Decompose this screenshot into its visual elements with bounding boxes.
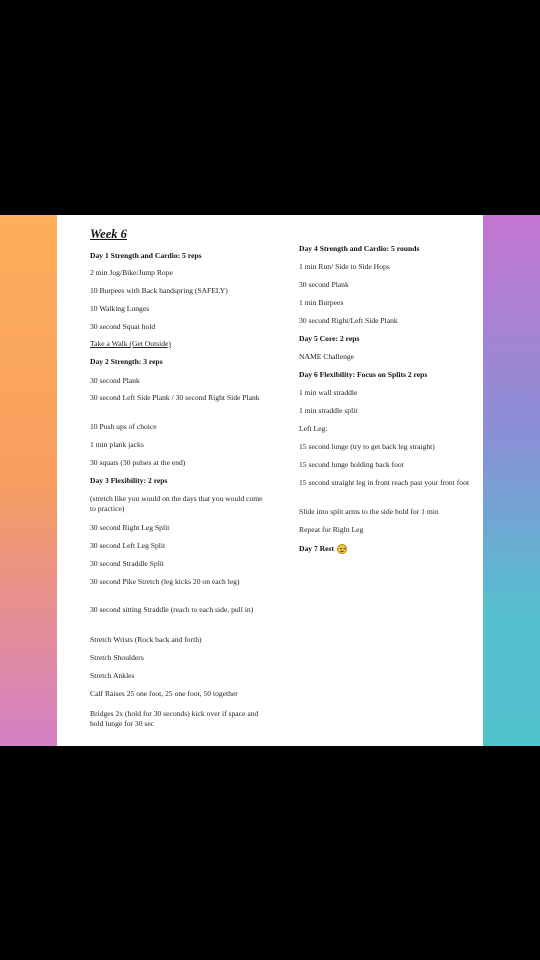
right-gradient-border [483,215,540,746]
day-heading [90,476,265,486]
exercise-item [299,424,479,434]
exercise-item [90,605,265,615]
exercise-text: 1 min Run/ Side to Side Hops [299,262,390,271]
exercise-text: 1 min plank jacks [90,440,144,449]
smiley-emoji-icon [337,544,347,554]
exercise-text: 1 min straddle split [299,406,358,415]
day-heading-text: Day 3 Flexibility: 2 reps [90,476,168,485]
exercise-item [90,559,265,569]
exercise-item [299,525,479,535]
day-heading [299,544,479,554]
exercise-item [90,709,265,729]
day-heading-text: Day 6 Flexibility: Focus on Splits 2 reps [299,370,428,379]
exercise-item [90,376,265,386]
day-heading [299,334,479,344]
exercise-item [90,523,265,533]
exercise-text: 30 second Plank [299,280,349,289]
exercise-text: Slide into split arms to the side hold for 1 min [299,507,439,516]
exercise-item [299,262,479,272]
week-title: Week 6 [90,227,127,241]
exercise-text: 15 second lunge (try to get back leg straight) [299,442,435,451]
day-heading-text: Day 4 Strength and Cardio: 5 rounds [299,244,420,253]
exercise-text: 15 second lunge holding back foot [299,460,404,469]
exercise-item [90,689,265,699]
exercise-item [90,541,265,551]
workout-document [57,215,483,746]
exercise-item [299,388,479,398]
exercise-item [90,422,265,432]
exercise-item [299,316,479,326]
day-heading [299,244,479,254]
exercise-item [90,440,265,450]
exercise-item [299,442,479,452]
exercise-item [90,671,265,681]
exercise-text: 30 second Right Leg Split [90,523,170,532]
exercise-text: Stretch Shoulders [90,653,144,662]
exercise-text: 10 Push ups of choice [90,422,157,431]
exercise-text: 30 second Pike Stretch (leg kicks 20 on each leg) [90,577,240,586]
exercise-item [299,352,479,362]
exercise-text: Bridges 2x (hold for 30 seconds) kick over if space and hold lunge for 30 sec [90,709,259,728]
exercise-text: 1 min Burpees [299,298,344,307]
exercise-text: Repeat for Right Leg [299,525,364,534]
exercise-text: 30 second Straddle Split [90,559,165,568]
exercise-text: 30 second Squat hold [90,322,156,331]
exercise-item [299,507,479,517]
exercise-item [90,577,265,587]
exercise-item [299,460,479,470]
day-heading [90,251,265,261]
exercise-item [299,406,479,416]
exercise-text: 30 squats (30 pulses at the end) [90,458,186,467]
exercise-text: (stretch like you would on the days that you would come to practice) [90,494,263,513]
exercise-item [90,494,265,514]
exercise-text: Take a Walk (Get Outside) [90,339,171,348]
exercise-text: 30 second Right/Left Side Plank [299,316,398,325]
exercise-text: 30 second Left Side Plank / 30 second Right Side Plank [90,393,260,402]
day-heading-text: Day 5 Core: 2 reps [299,334,360,343]
exercise-text: Left Leg: [299,424,328,433]
exercise-item [90,635,265,645]
exercise-text: 10 Burpees with Back handspring (SAFELY) [90,286,228,295]
exercise-text: 30 second Plank [90,376,140,385]
exercise-text: 10 Walking Lunges [90,304,150,313]
exercise-item [90,339,265,349]
exercise-text: Stretch Wrists (Rock back and forth) [90,635,202,644]
exercise-item [299,280,479,290]
exercise-item [90,458,265,468]
exercise-text: Calf Raises 25 one foot, 25 one foot, 50 together [90,689,238,698]
exercise-item [90,286,265,296]
day-heading-text: Day 7 Rest [299,544,335,553]
day-heading-text: Day 2 Strength: 3 reps [90,357,163,366]
exercise-item [299,298,479,308]
exercise-item [299,478,479,488]
exercise-item [90,653,265,663]
exercise-item [90,393,265,403]
day-heading-text: Day 1 Strength and Cardio: 5 reps [90,251,202,260]
exercise-item [90,304,265,314]
day-heading [90,357,265,367]
exercise-text: 2 min Jog/Bike/Jump Rope [90,268,173,277]
exercise-text: Stretch Ankles [90,671,135,680]
exercise-text: 15 second straight leg in front reach past your front foot [299,478,469,487]
left-gradient-border [0,215,57,746]
exercise-text: 30 second sitting Straddle (reach to each side, pull in) [90,605,254,614]
exercise-text: 30 second Left Leg Split [90,541,166,550]
exercise-text: 1 min wall straddle [299,388,358,397]
exercise-item [90,268,265,278]
exercise-item [90,322,265,332]
exercise-text: NAME Challenge [299,352,355,361]
day-heading [299,370,479,380]
